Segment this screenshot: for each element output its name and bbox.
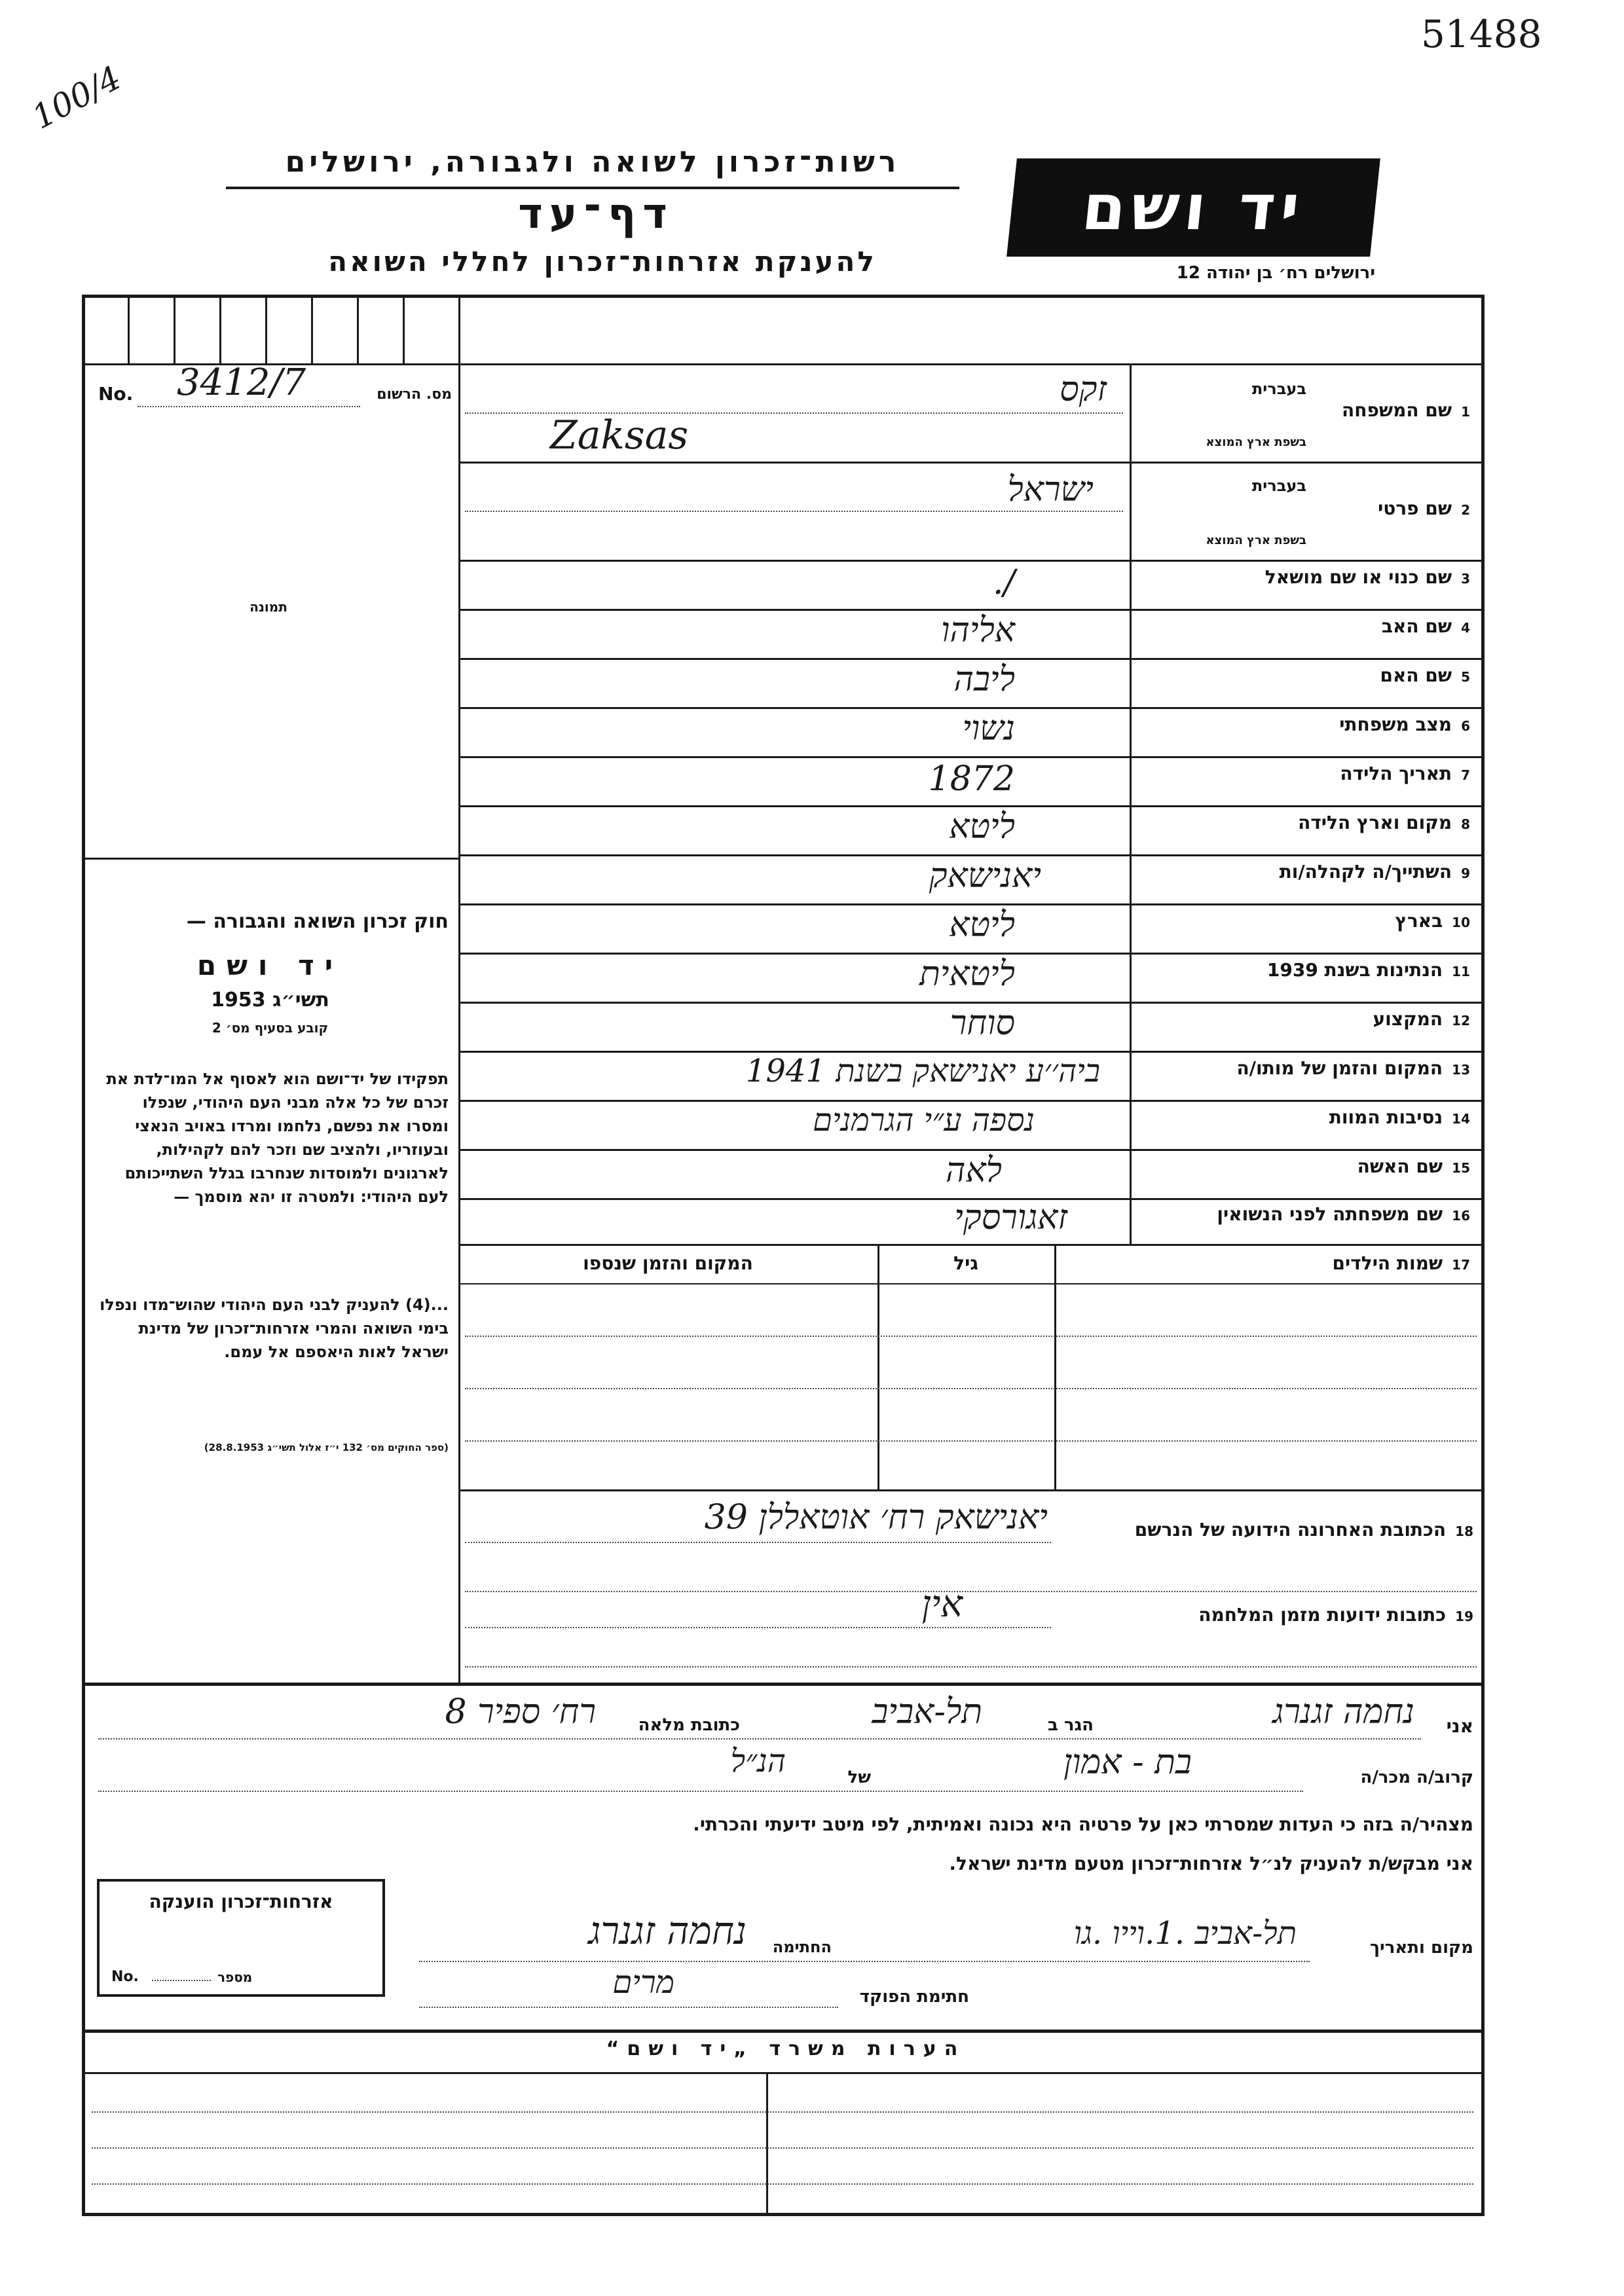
award-box-no: No. — [111, 1969, 139, 1985]
form-subtitle: להענקת אזרחות־זכרון לחללי השואה — [328, 246, 877, 278]
field-14-label: 14נסיבות המוות — [1329, 1106, 1470, 1128]
field-1-label: 1שם המשפחה — [1341, 399, 1470, 421]
field-9-value: יאנישאק — [929, 856, 1041, 896]
margin-note: 100/4 — [26, 58, 128, 137]
field-12-label: 12המקצוע — [1373, 1008, 1470, 1030]
declarant-address-label: כתובת מלאה — [638, 1715, 740, 1735]
award-box-number-label: מספר — [217, 1969, 253, 1985]
field-1-sub-origin: בשפת ארץ המוצא — [1206, 435, 1306, 449]
form-title: דף־עד — [518, 190, 674, 238]
declarant-resides-label: הגר ב — [1047, 1715, 1094, 1735]
field-1-value-origin: Zaksas — [550, 412, 689, 458]
field-18-value: יאנישאק רח׳ אוטאללן 39 — [704, 1498, 1048, 1537]
officer-signature-label: חתימת הפוקד — [859, 1987, 969, 2007]
request-text: אני מבקש/ת להעניק לנ״ל אזרחות־זכרון מטעם מדינת ישראל. — [949, 1853, 1473, 1874]
field-16-value: זאגורסקי — [954, 1198, 1067, 1237]
place-date-label: מקום ותאריך — [1370, 1938, 1473, 1958]
field-5-label: 5שם האם — [1380, 665, 1470, 686]
children-col-age: גיל — [953, 1252, 978, 1274]
signature-value: נחמה זגנרג — [588, 1908, 747, 1953]
field-1-value: זקס — [1060, 370, 1107, 409]
signature-label: החתימה — [772, 1938, 832, 1956]
declarant-of-value: הנ״ל — [730, 1743, 786, 1779]
field-10-label: 10בארץ — [1395, 910, 1470, 932]
declarant-city: תל-אביב — [872, 1692, 982, 1732]
law-paragraph-2: ...(4) להעניק לבני העם היהודי שהוש־מדו ונפלו בימי השואה והמרי אזרחות־זכרון של מדינת ישראל לאות היאספם אל עמם. — [100, 1296, 449, 1361]
place-date-value: תל-אביב .1.וייו .גו — [1073, 1915, 1297, 1952]
children-col-names: 17שמות הילדים — [1332, 1252, 1470, 1274]
field-3-label: 3שם כנוי או שם מושאל — [1264, 566, 1470, 588]
field-2-sub-origin: בשפת ארץ המוצא — [1206, 534, 1306, 547]
photo-label: תמונה — [249, 599, 287, 615]
law-name: יד ושם — [196, 949, 344, 981]
children-col-place: המקום והזמן שנספו — [583, 1252, 753, 1274]
law-year: תשי״ג 1953 — [211, 989, 329, 1011]
archive-number: 51488 — [1421, 12, 1542, 56]
law-clause: קובע בסעיף מס׳ 2 — [212, 1020, 329, 1036]
field-2-value: ישראל — [1007, 470, 1094, 509]
field-12-value: סוחר — [950, 1004, 1015, 1043]
field-19-label: 19כתובות ידועות מזמן המלחמה — [1198, 1604, 1473, 1626]
award-box — [97, 1879, 385, 1997]
declarant-address: רח׳ ספיר 8 — [445, 1692, 596, 1732]
field-19-value: אין — [921, 1583, 963, 1626]
registration-prefix: No. — [98, 383, 134, 405]
officer-signature-value: מרים — [612, 1964, 674, 2001]
field-4-value: אליהו — [941, 611, 1015, 650]
declarant-relative-label: קרוב/ה מכר/ה — [1360, 1768, 1473, 1787]
law-paragraph-1: תפקידו של יד־ושם הוא לאסוף אל המו־לדת את זכרם של כל אלה מבני העם היהודי, שנפלו ומסרו את נפשם, נלחמו ומרדו באויב הנאצי ובעוזריו, ולהציב שם וזכר להם לקהילות, לארגונים ולמוסדות שנחרבו בגלל השתייכותם לעם היהודי: ולמטרה זו יהא מוסמך — — [106, 1070, 449, 1206]
field-10-value: ליטא — [949, 905, 1015, 945]
registration-label: מס. הרשום — [377, 386, 452, 403]
field-13-value: ביה׳׳ע יאנישאק בשנת 1941 — [745, 1053, 1100, 1089]
office-notes-title: הערות משרד „יד ושם“ — [606, 2037, 966, 2060]
registration-number: 3412/7 — [177, 361, 306, 404]
declarant-name: נחמה זגנרג — [1272, 1692, 1414, 1732]
field-18-label: 18הכתובת האחרונה הידועה של הנרשם — [1134, 1519, 1473, 1540]
field-4-label: 4שם האב — [1381, 615, 1470, 637]
authority-name: רשות־זכרון לשואה ולגבורה, ירושלים — [285, 145, 900, 179]
field-8-label: 8מקום וארץ הלידה — [1298, 812, 1470, 833]
field-8-value: ליטא — [949, 807, 1015, 847]
declaration-text: מצהיר/ה בזה כי העדות שמסרתי כאן על פרטיה היא נכונה ואמיתית, לפי מיטב ידיעתי והכרתי. — [693, 1813, 1473, 1835]
field-14-value: נספה ע״י הגרמנים — [813, 1102, 1035, 1139]
field-6-value: נשוי — [962, 709, 1015, 748]
field-3-value: /. — [992, 563, 1015, 602]
field-13-label: 13המקום והזמן של מותו/ה — [1236, 1057, 1470, 1079]
field-1-sub-hebrew: בעברית — [1251, 380, 1306, 398]
field-6-label: 6מצב משפחתי — [1339, 714, 1470, 735]
field-16-label: 16שם משפחתה לפני הנשואין — [1217, 1203, 1470, 1225]
field-2-label: 2שם פרטי — [1378, 498, 1470, 519]
address-line: ירושלים רח׳ בן יהודה 12 — [1176, 263, 1375, 283]
field-11-value: ליטאית — [919, 955, 1015, 994]
award-box-title: אזרחות־זכרון הוענקה — [149, 1891, 333, 1912]
declarant-of-label: של — [847, 1768, 871, 1787]
field-11-label: 11הנתינות בשנת 1939 — [1266, 959, 1470, 981]
declarant-ani: אני — [1446, 1715, 1473, 1737]
field-15-label: 15שם האשה — [1357, 1156, 1470, 1177]
field-15-value: לאה — [946, 1151, 1002, 1190]
law-title: חוק זכרון השואה והגבורה — — [186, 910, 449, 933]
yad-vashem-logo: יד ושם — [1006, 158, 1380, 257]
field-7-value: 1872 — [928, 759, 1015, 799]
field-5-value: ליבה — [953, 660, 1015, 699]
law-footnote: (ספר החוקים מס׳ 132 י״ז אלול תשי״ג 28.8.1953) — [204, 1442, 449, 1453]
field-9-label: 9השתייך/ה לקהלה/ות — [1279, 861, 1470, 883]
field-2-sub-hebrew: בעברית — [1251, 477, 1306, 495]
declarant-relation: בת - אמון — [1063, 1743, 1192, 1782]
field-7-label: 7תאריך הלידה — [1340, 763, 1470, 784]
